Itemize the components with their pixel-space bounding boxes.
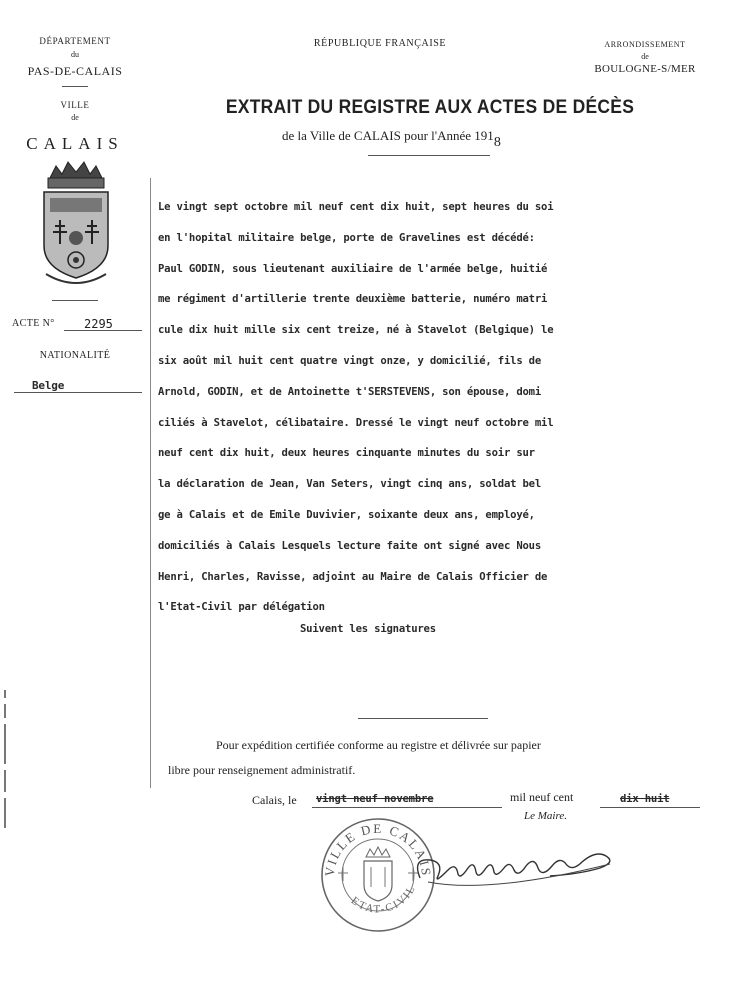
divider — [62, 86, 88, 87]
ville-label: VILLE — [60, 100, 90, 110]
record-body-line: ge à Calais et de Emile Duvivier, soixante deux ans, employé, — [158, 508, 535, 521]
du-label: du — [71, 50, 79, 59]
record-body-line: la déclaration de Jean, Van Seters, vingt cinq ans, soldat bel — [158, 478, 542, 491]
acte-number: 2295 — [84, 317, 113, 331]
arrondissement-name: BOULOGNE-S/MER — [594, 63, 696, 75]
record-body-line: Paul GODIN, sous lieutenant auxiliaire de l'armée belge, huitié — [158, 262, 548, 275]
year-filled: dix huit — [620, 793, 670, 805]
stamp-text-bottom: ETAT-CIVIL — [348, 882, 419, 916]
date-filled: vingt neuf novembre — [316, 793, 434, 805]
divider — [52, 300, 98, 301]
nationalite-value: Belge — [32, 379, 65, 392]
record-body-line: me régiment d'artillerie trente deuxième batterie, numéro matri — [158, 293, 548, 306]
suivent-signatures: Suivent les signatures — [300, 623, 436, 635]
record-body-line: six août mil huit cent quatre vingt onze, y domicilié, fils de — [158, 354, 542, 367]
certification-divider — [358, 718, 488, 719]
subtitle-year-digit: 8 — [493, 135, 501, 150]
record-body-line: Arnold, GODIN, et de Antoinette t'SERSTEVENS, son épouse, domi — [158, 385, 542, 398]
de-label: de — [71, 113, 79, 122]
subtitle-text: de la Ville de CALAIS pour l'Année 191 — [282, 128, 494, 143]
margin-rule — [150, 178, 151, 788]
record-body-line: Le vingt sept octobre mil neuf cent dix huit, sept heures du soi — [158, 201, 554, 213]
mil-neuf-cent-label: mil neuf cent — [510, 790, 574, 804]
le-maire-label: Le Maire. — [524, 810, 567, 822]
nationalite-label: NATIONALITÉ — [39, 350, 111, 361]
ville-name: CALAIS — [26, 134, 124, 153]
mayor-signature — [410, 838, 630, 898]
page-subtitle — [282, 128, 501, 150]
record-body-line: domiciliés à Calais Lesquels lecture faite ont signé avec Nous — [158, 539, 542, 552]
certification-line-1: Pour expédition certifiée conforme au registre et délivrée sur papier — [216, 738, 541, 752]
record-body-line: cule dix huit mille six cent treize, né à Stavelot (Belgique) le — [158, 324, 554, 337]
certification-line-2: libre pour renseignement administratif. — [168, 763, 356, 777]
republique-label: RÉPUBLIQUE FRANÇAISE — [313, 38, 447, 49]
departement-name: PAS-DE-CALAIS — [27, 64, 123, 78]
page-title: EXTRAIT DU REGISTRE AUX ACTES DE DÉCÈS — [225, 97, 635, 118]
calais-le-label: Calais, le — [252, 793, 297, 807]
arrondissement-label: ARRONDISSEMENT — [604, 40, 686, 49]
record-body-line: Henri, Charles, Ravisse, adjoint au Maire de Calais Officier de — [158, 570, 548, 583]
printer-mark — [2, 690, 8, 830]
record-body-line: l'Etat-Civil par délégation — [158, 601, 325, 614]
record-body-line: ciliés à Stavelot, célibataire. Dressé le vingt neuf octobre mil — [158, 416, 554, 429]
departement-label: DÉPARTEMENT — [39, 36, 111, 46]
acte-label: ACTE N° — [12, 318, 55, 329]
title-divider — [368, 155, 490, 156]
arrondissement-de-label: de — [641, 52, 649, 61]
stamp-text-top: VILLE DE CALAIS — [321, 820, 435, 878]
record-body — [158, 192, 738, 623]
record-body-line: en l'hopital militaire belge, porte de Gravelines est décédé: — [158, 231, 535, 244]
coat-of-arms — [36, 160, 116, 290]
record-body-line: neuf cent dix huit, deux heures cinquante minutes du soir sur — [158, 447, 535, 460]
